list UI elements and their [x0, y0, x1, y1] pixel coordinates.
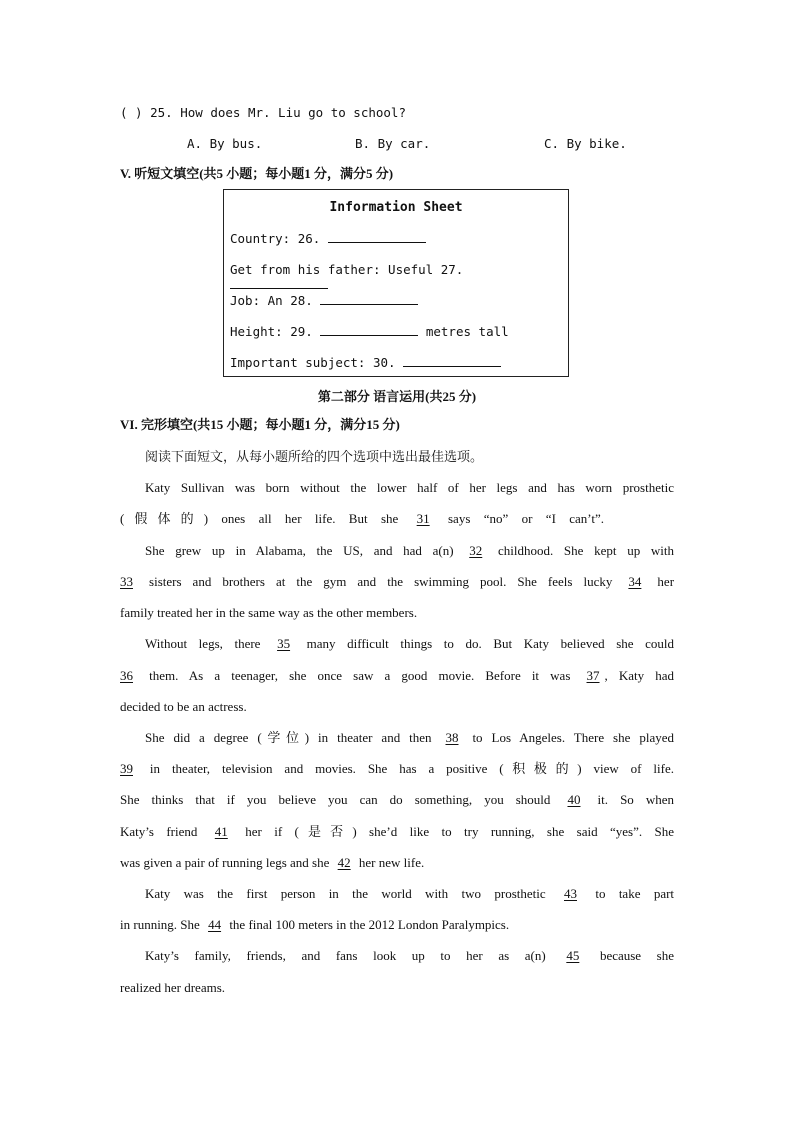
blank-35: 35	[277, 636, 291, 651]
answer-line	[403, 355, 501, 367]
blank-45: 45	[566, 948, 580, 963]
passage-line: Katy was the first person in the world with two prosthetic 43 to take part	[145, 886, 675, 901]
passage-line: Katy Sullivan was born without the lower half of her legs and has worn prosthetic	[145, 480, 674, 495]
blank-37: 37	[586, 668, 600, 683]
passage-line: She did a degree (学位) in theater and then 38 to Los Angeles. There she played	[145, 730, 674, 745]
section-6-instruction: 阅读下面短文，从每小题所给的四个选项中选出最佳选项。	[145, 449, 484, 464]
answer-line	[328, 231, 426, 243]
option-a: A. By bus.	[187, 136, 263, 151]
answer-line	[320, 293, 418, 305]
question-25	[120, 105, 674, 121]
information-sheet	[223, 189, 569, 377]
passage-line: 36 them. As a teenager, she once saw a good movie. Before it was 37 , Katy had	[120, 668, 675, 683]
blank-34: 34	[628, 574, 642, 589]
passage-line: (假体的) ones all her life. But she 31 says “no” or “I can’t”.	[120, 511, 605, 526]
passage-line: 39 in theater, television and movies. She has a positive (积极的) view of life.	[120, 761, 675, 776]
passage-line: decided to be an actress.	[120, 699, 247, 714]
info-row-useful: Get from his father: Useful 27.	[230, 262, 568, 292]
blank-32: 32	[469, 543, 483, 558]
answer-line	[230, 277, 328, 289]
question-stem: 25. How does Mr. Liu go to school?	[150, 105, 406, 120]
blank-39: 39	[120, 761, 133, 776]
section-6-title: VI. 完形填空(共15 小题；每小题1 分，满分15 分)	[120, 417, 400, 432]
passage-line: Without legs, there 35 many difficult things to do. But Katy believed she could	[145, 636, 675, 651]
blank-33: 33	[120, 574, 133, 589]
blank-31: 31	[416, 511, 430, 526]
info-row-subject: Important subject: 30.	[230, 355, 501, 370]
blank-38: 38	[445, 730, 459, 745]
answer-bracket: ( )	[120, 105, 143, 120]
blank-42: 42	[337, 855, 351, 870]
option-b: B. By car.	[355, 136, 431, 151]
blank-40: 40	[567, 792, 581, 807]
passage-line: 33 sisters and brothers at the gym and the swimming pool. She feels lucky 34 her	[120, 574, 675, 589]
blank-43: 43	[564, 886, 577, 901]
passage-line: family treated her in the same way as the other members.	[120, 605, 418, 620]
part-2-title: 第二部分 语言运用(共25 分)	[317, 389, 477, 404]
blank-36: 36	[120, 668, 133, 683]
passage-line: in running. She 44 the final 100 meters in the 2012 London Paralympics.	[120, 917, 510, 932]
passage-line: She grew up in Alabama, the US, and had a(n) 32 childhood. She kept up with	[145, 543, 674, 558]
blank-44: 44	[208, 917, 222, 932]
blank-41: 41	[214, 824, 228, 839]
passage-line: She thinks that if you believe you can do something, you should 40 it. So when	[120, 792, 675, 807]
section-5-title: V. 听短文填空(共5 小题；每小题1 分，满分5 分)	[120, 166, 394, 181]
info-row-country: Country: 26.	[230, 231, 426, 246]
info-row-height: Height: 29. metres tall	[230, 324, 509, 339]
info-row-job: Job: An 28.	[230, 293, 418, 308]
passage-line: Katy’s friend 41 her if (是否) she’d like to try running, she said “yes”. She	[120, 824, 675, 839]
passage-line: was given a pair of running legs and she 42 her new life.	[120, 855, 425, 870]
info-sheet-title: Information Sheet	[329, 200, 463, 215]
option-c: C. By bike.	[544, 136, 627, 151]
answer-line	[320, 324, 418, 336]
passage-line: realized her dreams.	[120, 980, 226, 995]
passage-line: Katy’s family, friends, and fans look up to her as a(n) 45 because she	[145, 948, 675, 963]
